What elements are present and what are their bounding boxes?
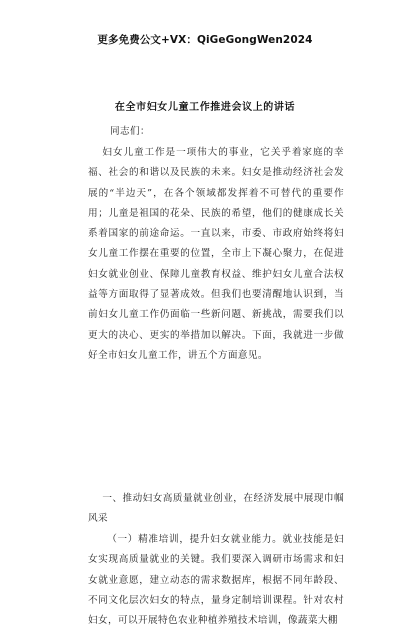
section-heading: 一、推动妇女高质量就业创业，在经济发展中展现巾帼风采 — [88, 493, 344, 525]
salutation: 同志们： — [110, 126, 150, 137]
document-title: 在全市妇女儿童工作推进会议上的讲话 — [114, 102, 296, 113]
watermark-text: 更多免费公文+VX：QiGeGongWen2024 — [97, 34, 313, 46]
body-paragraph: 妇女儿童工作是一项伟大的事业，它关乎着家庭的幸福、社会的和谐以及民族的未来。妇女是推动经济社会发展的“半边天”，在各个领域都发挥着不可替代的重要作用；儿童是祖国的花朵、民族的希望，他们的健康成长关系着国家的前途命运。一直以来，市委、市政府始终将妇女儿童工作摆在重要的位置，全市上下凝心聚力，在促进妇女就业创业、保障儿童教育权益、维护妇女儿童合法权益等方面取得了显著成效。但我们也要清醒地认识到，当前妇女儿童工作仍面临一些新问题、新挑战，需要我们以更大的决心、更实的举措加以解决。下面，我就进一步做好全市妇女儿童工作，讲五个方面意见。 — [88, 147, 344, 361]
subsection-paragraph: （一）精准培训，提升妇女就业能力。就业技能是妇女实现高质量就业的关键。我们要深入调研市场需求和妇女就业意愿，建立动态的需求数据库，根据不同年龄段、不同文化层次妇女的特点，量身定制培训课程。针对农村妇女，可以开展特色农业种植养殖技术培训，像蔬菜大棚 — [88, 534, 344, 627]
